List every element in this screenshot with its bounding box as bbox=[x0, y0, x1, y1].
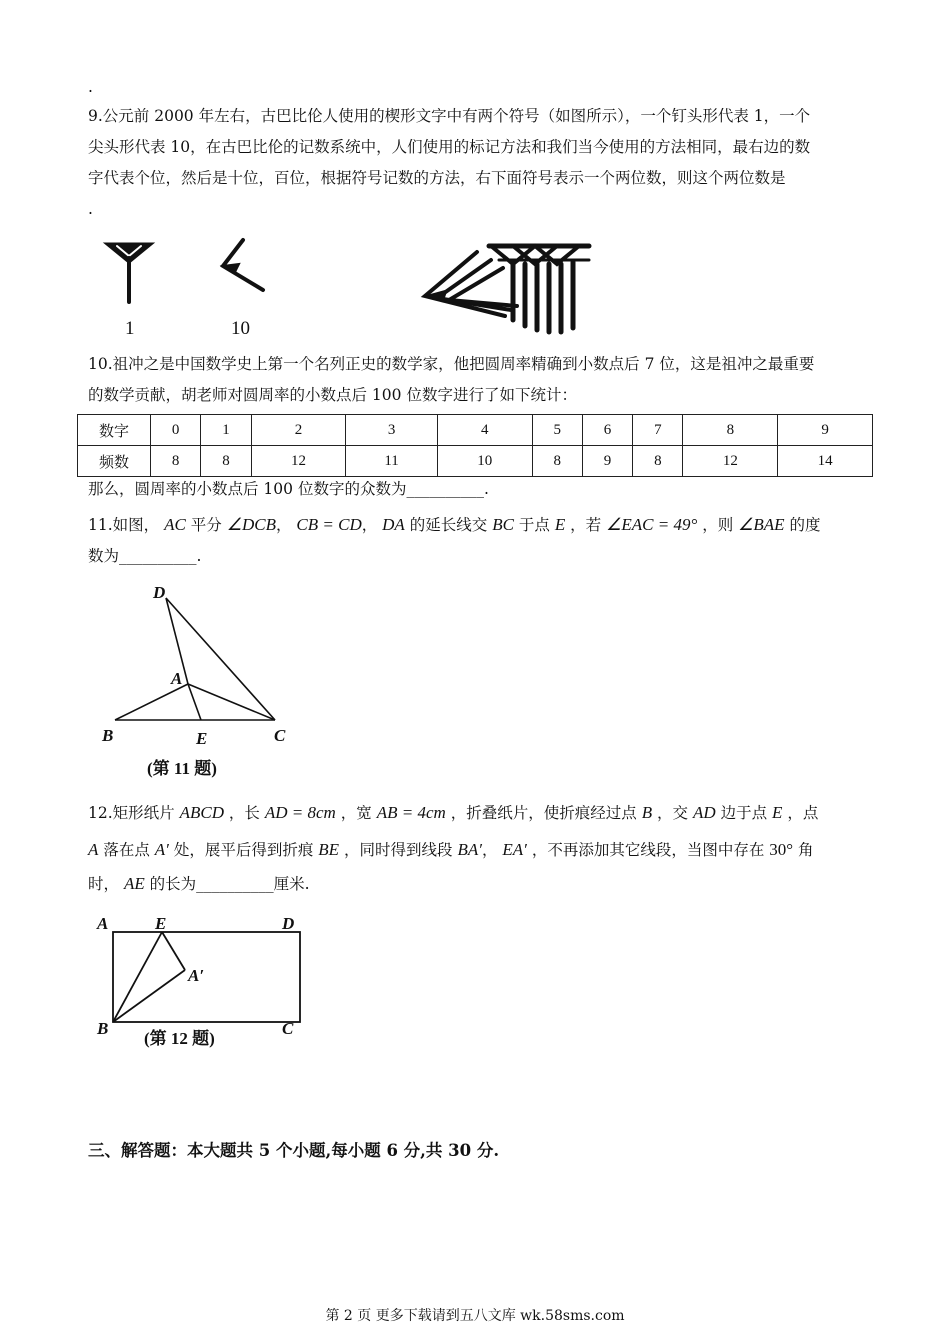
table-cell: 10 bbox=[437, 446, 532, 477]
segment-ba bbox=[115, 684, 188, 720]
q12-text-pt: ，点 bbox=[787, 804, 819, 822]
q10-line-2: 的数学贡献，胡老师对圆周率的小数点后 100 位数字进行了如下统计： bbox=[88, 386, 577, 404]
label-a-prime: A′ bbox=[188, 966, 205, 985]
q11-angle-dcb: ∠DCB bbox=[226, 515, 276, 534]
label-d: D bbox=[153, 583, 166, 602]
q11-ac: AC bbox=[164, 515, 186, 534]
table-row-digits bbox=[78, 415, 873, 446]
label-e: E bbox=[196, 729, 208, 748]
figure-12-caption: (第 12 题) bbox=[144, 1029, 215, 1048]
q12-ae: AE bbox=[123, 874, 145, 893]
q12-be: BE bbox=[318, 840, 340, 859]
q11-angle-eac: ∠EAC = 49° bbox=[606, 515, 698, 534]
segment-ea-prime bbox=[162, 932, 185, 970]
table-cell: 14 bbox=[778, 446, 873, 477]
label-e: E bbox=[155, 914, 167, 933]
label-one: 1 bbox=[125, 318, 135, 339]
figure-12-rectangle bbox=[92, 910, 312, 1055]
cuneiform-one-symbol bbox=[107, 244, 151, 302]
q11-text-then: ，则 bbox=[702, 516, 734, 534]
q12-deg30: 30° bbox=[769, 840, 794, 859]
q12-ad-eq: AD = 8cm bbox=[264, 803, 336, 822]
q12-text-cross: ，交 bbox=[657, 804, 689, 822]
q12-a-prime: A′ bbox=[154, 840, 169, 859]
label-b: B bbox=[97, 1019, 109, 1038]
segment-ac bbox=[188, 684, 275, 720]
q12-text-len: ，长 bbox=[228, 804, 260, 822]
table-cell: 4 bbox=[437, 415, 532, 446]
section-3-heading: 三、解答题：本大题共 5 个小题,每小题 6 分,共 30 分. bbox=[88, 1141, 500, 1160]
table-cell: 6 bbox=[582, 415, 632, 446]
label-a: A bbox=[97, 914, 109, 933]
table-cell: 8 bbox=[201, 446, 251, 477]
q12-ad: AD bbox=[692, 803, 716, 822]
q12-abcd: ABCD bbox=[179, 803, 224, 822]
q11-prefix: 11.如图， bbox=[88, 516, 160, 534]
q12-e: E bbox=[772, 803, 783, 822]
table-cell: 1 bbox=[201, 415, 251, 446]
q11-text-deg: 的度 bbox=[789, 516, 821, 534]
q12-a: A bbox=[88, 840, 99, 859]
table-cell: 8 bbox=[633, 446, 683, 477]
q12-text-fold: ，折叠纸片，使折痕经过点 bbox=[450, 804, 637, 822]
figure-11-triangle bbox=[95, 578, 315, 783]
q12-text-angle: 角 bbox=[798, 841, 814, 859]
table-cell: 12 bbox=[683, 446, 778, 477]
q12-text-wid: ，宽 bbox=[340, 804, 372, 822]
q12-text-edge: 边于点 bbox=[720, 804, 768, 822]
q12-ea-prime: EA′ bbox=[502, 840, 527, 859]
table-cell: 3 bbox=[346, 415, 437, 446]
q12-line-2: A 落在点 A′ 处，展平后得到折痕 BE ，同时得到线段 BA′， EA′ ，不再添加其它线段，当图中存在 30° 角 bbox=[88, 840, 814, 859]
q12-text-seg: ，同时得到线段 bbox=[344, 841, 453, 859]
q9-line-3: 字代表个位，然后是十位，百位，根据符号记数的方法，右下面符号表示一个两位数，则这个两位数是 bbox=[88, 169, 786, 187]
pi-digit-frequency-table bbox=[77, 414, 873, 477]
q11-line-1: 11.如图， AC 平分 ∠DCB， CB = CD， DA 的延长线交 BC 于点 E ，若 ∠EAC = 49° ，则 ∠BAE 的度 bbox=[88, 515, 821, 534]
table-cell: 8 bbox=[532, 446, 582, 477]
table-header-frequency: 频数 bbox=[78, 446, 151, 477]
table-header-digit: 数字 bbox=[78, 415, 151, 446]
q11-line-2: 数为__________. bbox=[88, 547, 202, 565]
q12-ab-eq: AB = 4cm bbox=[376, 803, 446, 822]
cuneiform-two-digit-number bbox=[425, 246, 589, 332]
q11-text-if: ，若 bbox=[570, 516, 602, 534]
cuneiform-ten-symbol bbox=[223, 240, 263, 290]
q11-text-extend: 的延长线交 bbox=[409, 516, 488, 534]
label-c: C bbox=[274, 726, 286, 745]
segment-ba-prime bbox=[113, 970, 185, 1022]
q12-ba-prime: BA′ bbox=[457, 840, 482, 859]
table-cell: 8 bbox=[683, 415, 778, 446]
q12-line-3 bbox=[88, 868, 864, 900]
q12-line-1 bbox=[88, 797, 864, 829]
q12-b: B bbox=[641, 803, 653, 822]
table-cell: 9 bbox=[582, 446, 632, 477]
rectangle-abcd bbox=[113, 932, 300, 1022]
label-ten: 10 bbox=[231, 318, 250, 339]
q9-line-1: 9.公元前 2000 年左右，古巴比伦人使用的楔形文字中有两个符号（如图所示），一个钉头形代表 1，一个 bbox=[88, 107, 811, 125]
table-row-frequencies bbox=[78, 446, 873, 477]
q11-text-bisect: 平分 bbox=[190, 516, 222, 534]
q12-text-land: 落在点 bbox=[103, 841, 150, 859]
label-a: A bbox=[171, 669, 183, 688]
q12-text-nomore: ，不再添加其它线段，当图中存在 bbox=[531, 841, 765, 859]
q10-answer-line: 那么，圆周率的小数点后 100 位数字的众数为__________. bbox=[88, 480, 489, 498]
q12-text-unfold: 处，展平后得到折痕 bbox=[173, 841, 314, 859]
q9-line-4: . bbox=[88, 200, 93, 218]
q11-cb-eq-cd: CB = CD bbox=[296, 515, 362, 534]
q12-text-long: 的长为__________厘米. bbox=[149, 875, 310, 893]
table-cell: 7 bbox=[633, 415, 683, 446]
figure-11-caption: (第 11 题) bbox=[147, 759, 217, 778]
table-cell: 9 bbox=[778, 415, 873, 446]
q11-text-at: 于点 bbox=[518, 516, 550, 534]
q11-angle-bae: ∠BAE bbox=[738, 515, 785, 534]
q11-da: DA bbox=[382, 515, 405, 534]
q11-e: E bbox=[554, 515, 566, 534]
q9-line-2: 尖头形代表 10，在古巴比伦的记数系统中，人们使用的标记方法和我们当今使用的方法相同，最右边的数 bbox=[88, 138, 811, 156]
table-cell: 12 bbox=[251, 446, 346, 477]
table-cell: 0 bbox=[151, 415, 201, 446]
q11-bc: BC bbox=[492, 515, 514, 534]
segment-be bbox=[113, 932, 162, 1022]
q12-text-when: 时， bbox=[88, 875, 120, 893]
table-cell: 8 bbox=[151, 446, 201, 477]
page-footer: 第 2 页 更多下载请到五八文库 wk.58sms.com bbox=[325, 1308, 625, 1324]
label-d: D bbox=[282, 914, 295, 933]
cuneiform-figure bbox=[95, 228, 615, 343]
q12-prefix: 12.矩形纸片 bbox=[88, 804, 175, 822]
table-cell: 11 bbox=[346, 446, 437, 477]
table-cell: 2 bbox=[251, 415, 346, 446]
q10-line-1: 10.祖冲之是中国数学史上第一个名列正史的数学家，他把圆周率精确到小数点后 7 位，这是祖冲之最重要 bbox=[88, 355, 815, 373]
top-dot: . bbox=[88, 78, 93, 96]
label-b: B bbox=[102, 726, 114, 745]
table-cell: 5 bbox=[532, 415, 582, 446]
label-c: C bbox=[282, 1019, 294, 1038]
